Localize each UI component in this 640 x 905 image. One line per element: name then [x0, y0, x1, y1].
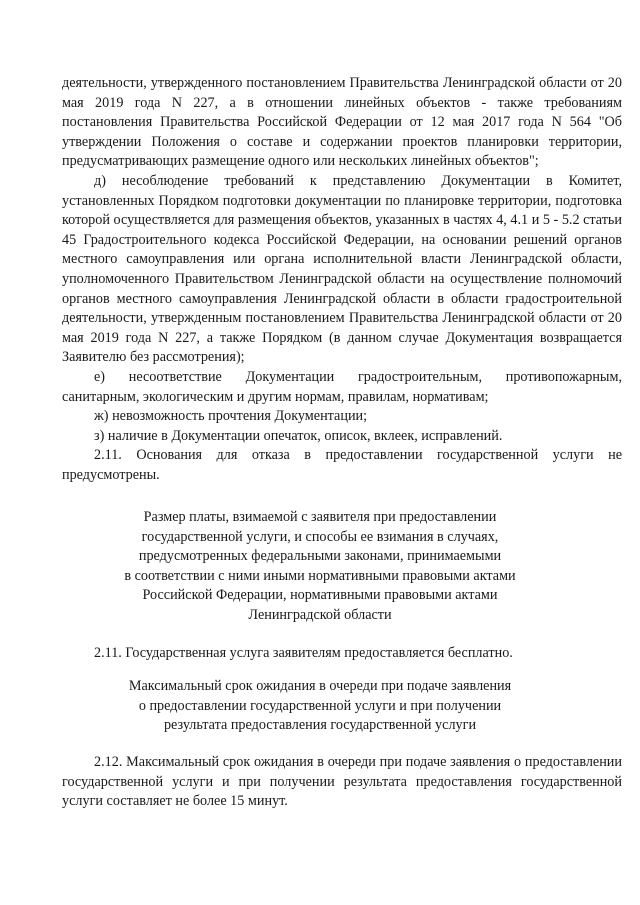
wait-paragraph-block: [62, 753, 622, 812]
paragraph-item-zh: ж) невозможность прочтения Документации;: [94, 408, 368, 425]
paragraph-2-11-free: 2.11. Государственная услуга заявителям предоставляется бесплатно.: [94, 645, 513, 661]
top-text-block: [62, 74, 622, 485]
paragraph-item-e: е) несоответствие Документации градостроительным, противопожарным, санитарным, экологическим и другим нормам, правилам, нормативам;: [62, 368, 622, 405]
paragraph-item-d: д) несоблюдение требований к представлению Документации в Комитет, установленных Порядком подготовки документации по планировке территории, подготовка которой осуществляется для размещения объектов, указанных в частях 4, 4.1 и 5 - 5.2 статьи 45 Градостроительного кодекса Российской Федерации, на основании решений органов местного самоуправления или органа исполнительной власти Ленинградской области, уполномоченного Правительством Ленинградской области на осуществление полномочий органов местного самоуправления Ленинградской области в области градостроительной деятельности, утвержденным постановлением Правительства Ленинградской области от 20 мая 2019 года N 227, а также Порядком (в данном случае Документация возвращается Заявителю без рассмотрения);: [62, 172, 622, 366]
heading-line: Максимальный срок ожидания в очереди при подаче заявления: [128, 678, 512, 694]
heading-line: предусмотренных федеральными законами, принимаемыми: [138, 548, 502, 565]
paragraph-2-12-wait: 2.12. Максимальный срок ожидания в очереди при подаче заявления о предоставлении государственной услуги и при получении результата предоставления государственной услуги составляет не более 15 минут.: [62, 754, 622, 810]
heading-line: государственной услуги, и способы ее взимания в случаях,: [141, 528, 499, 545]
heading-line: Российской Федерации, нормативными правовыми актами: [142, 587, 498, 604]
paragraph-item-z: з) наличие в Документации опечаток, описок, вклеек, исправлений.: [94, 427, 503, 444]
heading-line: Размер платы, взимаемой с заявителя при предоставлении: [143, 509, 497, 525]
heading-line: о предоставлении государственной услуги и при получении: [138, 697, 502, 714]
heading-line: в соответствии с ними иными нормативными правовыми актами: [124, 567, 516, 584]
paragraph-2-11-refusal: 2.11. Основания для отказа в предоставлении государственной услуги не предусмотрены.: [62, 447, 622, 483]
heading-line: Ленинградской области: [248, 606, 392, 623]
section-heading-fee: [80, 508, 560, 626]
fee-paragraph-block: [62, 644, 622, 664]
paragraph-continuation: деятельности, утвержденного постановлением Правительства Ленинградской области от 20 мая 2019 года N 227, а в отношении линейных объектов - также требованиям постановления Правительства Российской Федерации от 12 мая 2017 года N 564 "Об утверждении Положения о составе и содержании проектов планировки территории, предусматривающих размещение одного или нескольких линейных объектов";: [62, 75, 622, 170]
heading-line: результата предоставления государственной услуги: [163, 717, 477, 734]
section-heading-wait: [80, 677, 560, 736]
